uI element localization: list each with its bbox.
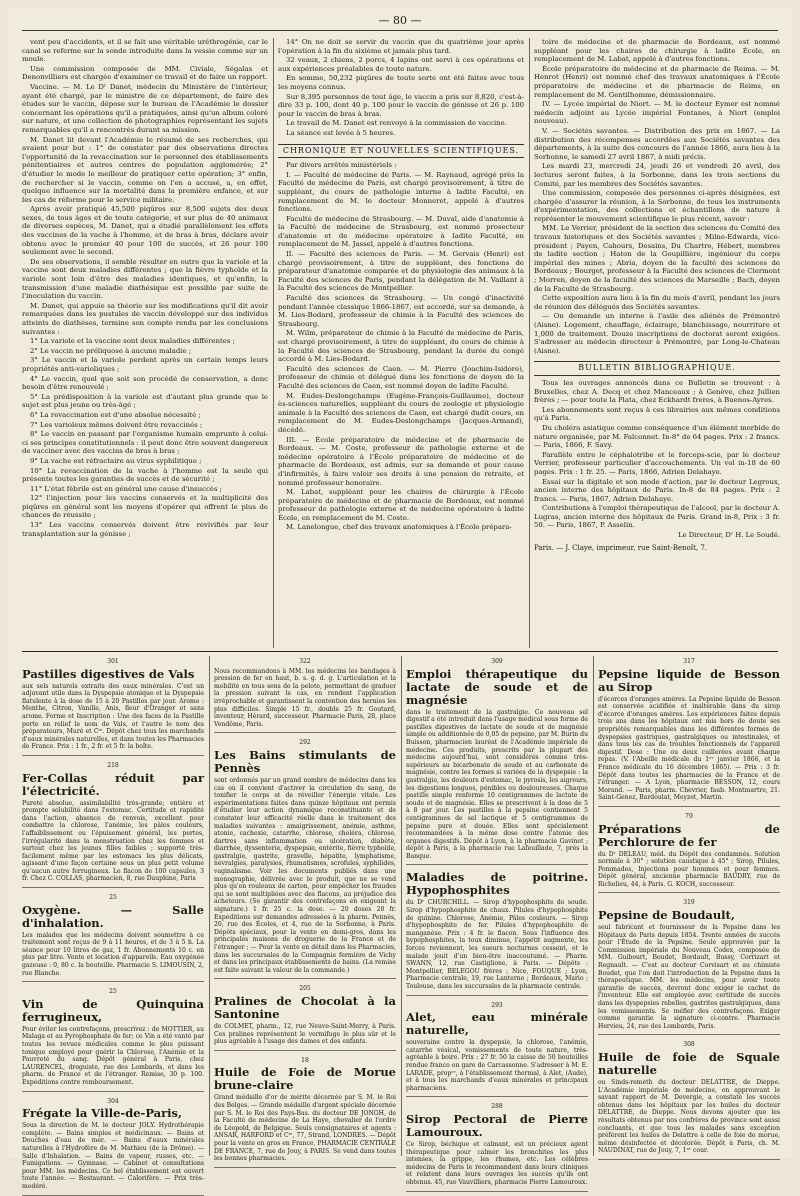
article-paragraph: 32 veaux, 2 chiens, 2 porcs, 4 lapins ont servi à ces opérations et aux expériences préalables de toute nature.	[278, 56, 524, 73]
bulletin-entry: Essai sur la digitale et son mode d'action, par le docteur Legroux, ancien interne des hôpitaux de Paris. In-8 de 84 pages. Prix : 2 francs. — Paris, 1867, Adrien Delahaye.	[534, 477, 780, 503]
advertisement	[22, 658, 204, 756]
chronique-paragraph: M. Wilm, préparateur de chimie à la Faculté de médecine de Paris, est chargé provisoirement, à titre de suppléant, du cours de chimie à la Faculté des sciences de Strasbourg, pendant la durée du congé accordé à M. Lies-Bodard.	[278, 329, 524, 364]
advertisement	[22, 1098, 204, 1196]
ad-title: Oxygène. — Salle d'inhalation.	[22, 902, 204, 930]
article-column-3	[534, 38, 780, 648]
article-paragraph: vent peu d'accidents, et il se fait une véritable uréthrogénie, car le canal se referme sur la sonde introduite dans la vessie comme sur un moule.	[22, 38, 268, 64]
bulletin-entry: Parallèle entre le céphalotribe et le forceps-scie, par le docteur Verrier, professeur particulier d'accouchements. Un vol in-18 de 60 pages. Prix : 1 fr. 25. — Paris, 1866, Adrien Delahaye.	[534, 450, 780, 476]
bulletin-entry: Du choléra asiatique comme conséquence d'un élément morbide de nature organisée, par M. Falconnet. In-8° de 64 pages. Prix : 2 francs. — Paris, 1866, F. Savy.	[534, 423, 780, 450]
article-paragraph: 3° Le vaccin et la variole perdent après un certain temps leurs propriétés anti-varioliques ;	[22, 356, 268, 373]
article-paragraph: 6° La revaccination est d'une absolue nécessité ;	[30, 410, 201, 419]
article-paragraph: toire de médecine et de pharmacie de Bordeaux, est nommé suppléant pour les chaires de chirurgie à ladite École, en remplacement de M. Labat, appelé à d'autres fonctions.	[534, 38, 780, 64]
article-paragraph: Cette exposition aura lieu à la fin du mois d'avril, pendant les jours de réunion des délégués des Sociétés savantes.	[534, 294, 780, 311]
ad-number: 309	[491, 658, 503, 665]
article-paragraph: 14° On ne doit se servir du vaccin que du quatrième jour après l'opération à la fin du sixième et jamais plus tard.	[278, 38, 524, 55]
chronique-paragraph: III. — École préparatoire de médecine et de pharmacie de Bordeaux. — M. Coste, professeur de pathologie externe et de médecine opératoire à l'École préparatoire de médecine et de pharmacie de Bordeaux, est admis, sur sa demande et pour cause d'infirmités, à faire valoir ses droits à une pension de retraite, et nommé professeur honoraire.	[278, 435, 524, 487]
advertisement	[214, 658, 396, 733]
article-paragraph: 10° La revaccination de la vache à l'homme est la seule qui présente toutes les garanties de succès et de sécurité ;	[22, 466, 268, 484]
advertisement	[214, 985, 396, 1050]
article-paragraph: De ses observations, il semble résulter en outre que la variole et la vaccine sont deux maladies différentes ; que la fièvre typhoïde et la variole sont loin d'être des maladies identiques, et qu'enfin, la transmission d'une maladie diathésique est possible par suite de l'inoculation du vaccin.	[22, 257, 268, 301]
ad-column-1	[22, 656, 204, 1190]
ad-number: 25	[109, 894, 117, 902]
ad-title: Alet, eau minérale naturelle,	[406, 1010, 588, 1038]
article-paragraph: Les mardi 23, mercredi 24, jeudi 26 et vendredi 26 avril, des lectures seront faites, à la Sorbonne, dans les trois sections du Comité, par les membres des Sociétés savantes.	[534, 162, 780, 188]
ad-title: Pepsine de Boudault,	[598, 908, 735, 923]
article-paragraph: M. Danet, qui appuie sa théorie sur les modifications qu'il dit avoir remarquées dans les pustules de vaccin développé sur des individus atteints de diathèses, termine son compte rendu par les conclusions suivantes :	[22, 301, 268, 336]
advertisement	[214, 1057, 396, 1168]
ad-number: 18	[301, 1056, 309, 1064]
article-paragraph: Une commission composée de MM. Civiale, Ségalas et Denonvilliers est chargée d'examiner ce travail et de faire un rapport.	[22, 64, 268, 82]
article-paragraph: Une commission, composée des personnes ci-après désignées, est chargée d'assurer la réunion, à la Sorbonne, de tous les instruments d'expérimentation, des collections et échantillons de nature à représenter le mouvement scientifique le plus récent, savoir :	[534, 189, 780, 223]
ad-number: 319	[683, 899, 695, 907]
ad-number: 218	[107, 761, 119, 769]
article-paragraph: 13° Les vaccins conservés doivent être revivifiés par leur transplantation sur la génisse ;	[22, 521, 268, 538]
article-paragraph: En somme, 50,232 piqûres de toute sorte ont été faites avec tous les moyens connus.	[278, 74, 524, 91]
ad-body: du Dʳ DELEAU, méd. du Dépôt des condamnés. Solution normale à 30° ; solution caustique à 45° ; Sirop, Pilules, Pommades, Injections pour hommes et pour femmes. Dépôt général, ancienne pharmacie BAUDRY, rue de Richelieu, 44, à Paris. G. KOCH, successeur.	[598, 850, 780, 888]
imprint-line: Paris. — J. Claye, imprimeur, rue Saint-Benoît, 7.	[534, 543, 708, 552]
bulletin-entry: Contributions à l'emploi thérapeutique de l'alcool, par le docteur A. Lugras, ancien interne des hôpitaux de Paris. Grand in-8, Prix : 3 fr. 50. — Paris, 1867, P. Asselin.	[534, 504, 780, 530]
advertisement	[598, 813, 780, 894]
column-divider	[529, 38, 530, 648]
article-paragraph: M. Danet lit devant l'Académie le résumé de ses recherches, qui avaient pour but : 1° de constater par des observations directes l'opportunité de la revaccination sur le personnel des établissements pénitentiaires et autres centres de population agglomérée; 2° d'étudier le mode le meilleur de pratiquer cette opération; 3° enfin, de rechercher si le vaccin, comme on l'en a accusé, a, en effet, quelque influence sur la mortalité dans la première enfance, et sur les cas de réforme pour le service militaire.	[22, 135, 268, 204]
article-column-2	[278, 38, 524, 648]
article-paragraph: 8° Le vaccin en passant par l'organisme humain emprunte à celui-ci ses principes constitutionnels : il peut donc être souvent dangereux de vacciner avec des vaccins de bras à bras ;	[22, 430, 268, 456]
advertisement	[406, 658, 588, 865]
chronique-paragraph: II. — Faculté des sciences de Paris. — M. Gervais (Henri) est chargé provisoirement, à titre de suppléant, des fonctions de préparateur d'anatomie comparée et de physiologie des animaux à la Faculté des sciences de Paris, pendant la délégation de M. Vaillant à la Faculté des sciences de Montpellier.	[278, 250, 524, 293]
ad-number: 304	[107, 1097, 119, 1105]
bulletin-entry: Les abonnements sont reçus à ces librairies aux mêmes conditions qu'à Paris.	[534, 405, 780, 423]
ad-column-4	[598, 656, 780, 1156]
ad-body: dans le traitement de la gastralgie. Ce nouveau sel digestif a été introduit dans l'usage médical sous forme de pastilles digestives de lactate de soude et de magnésie simple ou additionnée de 0,05 de pepsine, par M. Burin du Buisson, pharmacien lauréat de l'Académie impériale de médecine. Ces produits, prescrits par la plupart des médecins aujourd'hui, sont considérés comme très-supérieurs au bicarbonate de soude et au carbonate de magnésie, contre les formes si variées de la dyspepsie : la gastralgie, les douleurs d'estomac, le pyrosis, les aigreurs, les digestions longues, pénibles ou douloureuses. Chaque pastille simple renferme 10 centigrammes de lactate de soude et de magnésie. Elles se prescrivent à la dose de 5 à 8 par jour. Les pastilles à la pepsine contiennent 5 centigrammes de sel lactique et 5 centigrammes de pepsine pure et douée. Elles sont spécialement recommandées à la même dose contre l'atonie des organes digestifs. Dépôt à Lyon, à la pharmacie Gavinet ; dépôt à Paris, à la pharmacie rue Lafeuillade, 7, près la Banque.	[406, 708, 588, 860]
ad-number: 288	[491, 1103, 503, 1111]
ad-title: Huile de Foie de Morue brune-claire	[214, 1065, 396, 1093]
ad-title: Huile de foie de Squale naturelle	[598, 1049, 780, 1077]
advertisement	[214, 739, 396, 979]
journal-page	[8, 8, 792, 1190]
article-paragraph: Après avoir pratiqué 45,500 piqûres sur 8,500 sujets des deux sexes, de tous âges et de toute catégorie, et sur plus de 40 animaux de diverses espèces, M. Danet, qui a étudié parallèlement les effets des vaccines de la vache à l'homme, et de bras à bras, déclare avoir obtenu avec le premier 40 pour 100 de succès, et 26 pour 100 seulement avec le second.	[22, 205, 268, 257]
ad-body: Pureté absolue, assimilabilité très-grande; entière et prompte solubilité dans l'estomac. Certitude et rapidité dans l'action, absence de renvois, excellent pour combattre la chlorose, l'anémie, les pâles couleurs, l'affaiblissement ou l'épuisement général, les pertes, l'irrégularité dans la menstruation chez les femmes et surtout chez les jeunes filles faibles ; supporté très-facilement même par les estomacs les plus délicats, agissant d'une façon certaine sous un plus petit volume qu'aucun autre ferrugineux. Le flacon de 100 capsules, 3 fr. Chez C. COLLAS, pharmacien, 8, rue Dauphine, Paris	[22, 799, 204, 883]
advertisement	[406, 1103, 588, 1191]
ad-body: du Dʳ CHURCHILL. — Sirop d'hypophosphite de soude. Sirop d'hypophosphite de chaux. Pilules d'hypophosphite de quinine. Chlorose, Anémie, Pâles couleurs. — Sirop d'hypophosphite de fer. Pilules d'hypophosphite de manganèse. Prix : 4 fr. le flacon. Sous l'influence des hypophosphites, la toux diminue, l'appétit augmente, les forces reviennent, les sueurs nocturnes cessent, et le malade jouit d'un bien-être inaccoutumé. — Pharm. SWANN, 12, rue Castiglione, à Paris. — Dépôts : Montpellier, BELEGOU frères ; Nice, FOUQUE ; Lyon, Pharmacie centrale, 19, rue Lanterne ; Bordeaux, Mario ; Toulouse, dans les succursales de la pharmacie centrale.	[406, 899, 588, 990]
advertisement	[22, 894, 204, 982]
ad-title: Préparations de Perchlorure de fer	[598, 821, 780, 849]
ad-body: souveraine contre la dyspepsie, la chlorose, l'anémie, catarrhe vésical, vomissements de toute nature, très-agréable à boire. Prix : 27 fr. 50 la caisse de 50 bouteilles rendue franco en gare de Carcassonne. S'adresser à M. E. LARADE, propʳᵉ, à l'établissement thermal, à Alet, (Aude), et à tous les marchands d'eaux minérales et principaux pharmaciens.	[406, 1039, 588, 1092]
chronique-paragraph: M. Labat, suppléant pour les chaires de chirurgie à l'École préparatoire de médecine et de pharmacie de Bordeaux, est nommé professeur de pathologie externe et de médecine opératoire à ladite École, en remplacement de M. Coste.	[278, 488, 524, 522]
chronique-paragraph: Par divers arrêtés ministériels :	[286, 161, 397, 170]
directeur-signature: Le Directeur, Dʳ H. Le Soudé.	[678, 531, 780, 540]
article-paragraph: Vaccine. — M. Le Dʳ Danet, médecin du Ministère de l'intérieur, ayant été chargé, par le ministre de ce département, de faire des études sur le vaccin, dépose sur le bureau de l'Académie le dossier concernant les opérations qu'il a pratiquées, ainsi qu'un album coloré sur nature, et une collection de photographies représentant les sujets remarquables qu'il a rencontrés durant sa mission.	[22, 82, 268, 134]
article-paragraph: Sur 8,395 personnes de tout âge, le vaccin a pris sur 8,820, c'est-à-dire 33 p. 100, dont 40 p. 100 pour le vaccin de génisse et 26 p. 100 pour le vaccin de bras à bras.	[278, 92, 524, 118]
advertisement-rule	[22, 651, 778, 652]
article-paragraph: 4° Le vaccin, quel que soit son procédé de conservation, a donc besoin d'être renouvelé ;	[22, 374, 268, 392]
article-paragraph: V. — Sociétés savantes. — Distribution des prix en 1867. — La distribution des récompenses accordées aux Sociétés savantes des départements, à la suite des concours de l'année 1866, aura lieu à la Sorbonne, le samedi 27 avril 1867, à midi précis.	[534, 126, 780, 161]
ad-body: Les malades que les médecins doivent soumettre à ce traitement sont reçus de 9 à 11 heures, et de 3 à 5 h. La séance pour 10 litres de gaz, 1 fr. Abonnements 10 c. en plus par litre. Vente et location d'appareils. Eau oxygénée gazeuse : 0, 80 c. la bouteille. Pharmacie S. LIMOUSIN, 2, rue Blanche.	[22, 931, 204, 977]
advertisement	[598, 1041, 780, 1160]
chronique-paragraph: M. Eudes-Deslongchamps (Eugène-François-Guillaume), docteur ès-sciences naturelles, suppléant du cours de zoologie et physiologie animale à la Faculté des sciences de Caen, est chargé dudit cours, en remplacement de M. Eudes-Deslongchamps (Jacques-Armand), décédé.	[278, 391, 524, 434]
article-paragraph: La séance est levée à 5 heures.	[286, 128, 396, 137]
ad-title: Frégate la Ville-de-Paris,	[22, 1106, 183, 1121]
article-paragraph: IV. — Lycée impérial de Niort. — M. le docteur Eymer est nommé médecin adjoint au Lycée impérial Fontanes, à Niort (emploi nouveau).	[534, 100, 780, 126]
ad-title: Emploi thérapeutique du lactate de soude et de magnésie	[406, 666, 588, 707]
ad-number: 293	[491, 1001, 503, 1009]
ad-body: sont ordonnés par un grand nombre de médecins dans les cas où il convient d'activer la circulation du sang, de tonifier le corps et de réveiller l'énergie vitale. Les expérimentations faites dans quinze hôpitaux ont permis d'étudier leur action dynamique reconstituante et de constater leur efficacité réelle dans le traitement des maladies suivantes : amaigrissement, anémie, asthme, atonie, cachexie, catarrhe, chlorose, choléra, chlorose, dartres sans inflammation ou ulcération, diabète, diarrhée, dyssenterie, dyspepsie, entérite, fièvre typhoïde, gastralgie, gastrite, gravelle, hépatite, lymphatisme, névralgies, paralysies, rhumatismes, scrofules, syphilides, vaginalisme. Voir les documents publiés dans une monographie, délivrée avec le produit, que ne se vend plus qu'en rouleaux de carton, pour empêcher les fraudes qui se sont multipliées avec des flacons, au préjudice des acheteurs. (Se garantir des contrefaçons en exigeant la signature.) 1 fr. 25 c. la dose. — 20 doses 20 fr. Expéditions sur demandes adressées à la pharm. Pennès, 20, rue des Écoles, et 4, rue de la Sorbonne, à Paris. Dépôts spéciaux, pour la vente en demi-gros, dans les principales maisons de droguerie de la France et de l'étranger ; — Pour la vente en détail dans les Pharmacies, dans les succursales de la Compagnie fermière de Vichy et dans les principaux établissements de bains. (La remise est faite suivant la valeur de la commande.)	[214, 776, 396, 974]
ad-title: Pralines de Chocolat à la Santonine	[214, 993, 396, 1021]
ad-divider	[401, 656, 402, 1156]
ad-number: 292	[299, 739, 311, 747]
article-paragraph: 9° La vache est réfractaire au virus syphilitique ;	[30, 456, 202, 465]
ad-body: Ce Sirop, béchique et calmant, est un précieux agent thérapeutique pour calmer les bronchites les plus intenses, la grippe, les rhumes, etc. Les célèbres médecins de Paris le recommandent dans leurs cliniques et relatent dans leurs ouvrages les succès qu'ils ont obtenus. 45, rue Vauvilliers, pharmacie Pierre Lamouroux.	[406, 1140, 588, 1186]
advertisement	[406, 1002, 588, 1098]
ad-title: Les Bains stimulants de Pennès	[214, 747, 396, 775]
article-paragraph: 2° Le vaccin ne préliquose à aucune maladie ;	[30, 346, 192, 355]
ad-number: 79	[685, 812, 693, 820]
advertisement	[22, 988, 204, 1091]
chronique-paragraph: Faculté de médecine de Strasbourg. — M. Duval, aide d'anatomie à la Faculté de médecine de Strasbourg, est nommé prosecteur d'anatomie et de médecine opératoire à ladite Faculté, en remplacement de M. Jassel, appelé à d'autres fonctions.	[278, 214, 524, 249]
advertisement	[598, 658, 780, 807]
ad-body: Pour éviter les contrefaçons, prescrivez : de MOTTIER, au Malaga et au Pyrophosphate de fer; ce Vin a été vanté par toutes les revues médicales comme le plus puissant tonique employé pour guérir la Chlorose, l'Anémie et la Pauvreté du sang. Dépôt général à Paris, chez LAURENCEL, droguiste, rue des Lombards, et dans les pharm. de France et de l'étranger. Remise, 30 p. 100. Expéditions contre remboursement.	[22, 1025, 204, 1086]
ad-title: Maladies de poitrine. Hypophosphites	[406, 870, 588, 898]
ad-title: Fer-Collas réduit par l'électricité.	[22, 770, 204, 798]
ad-number: 301	[107, 658, 119, 665]
ad-column-3	[406, 656, 588, 1186]
ad-title: Vin de Quinquina ferrugineux,	[22, 996, 204, 1024]
column-divider	[273, 38, 274, 648]
ad-divider	[209, 656, 210, 1156]
ad-number: 205	[299, 985, 311, 993]
ad-body: de COLMET, pharm., 12, rue Neuve-Saint-Merry, à Paris. Ces pralines représentent le vermifuge le plus sûr et le plus agréable à l'usage des dames et des enfants.	[214, 1022, 396, 1046]
ad-title: Pepsine liquide de Besson au Sirop	[598, 666, 780, 694]
ad-number: 25	[109, 988, 117, 996]
ad-body: Nous recommandons à MM. les médecins les bandages à pression de fer en haut, b. s. g. d. g. L'articulation et la mobilité en tous sens de la pelote, permettant de graduer la pression suivant le cas, en rendent l'application irréprochable et garantissent la contention des hernies les plus difficiles. Simple 15 fr., double 25 fr. Goutard, inventeur, Hérard, successeur. Pharmacie Paris, 28, place Vendôme, Paris.	[214, 667, 396, 728]
article-paragraph: MM. Le Verrier, président de la section des sciences du Comité des travaux historiques et des Sociétés savantes ; Milne-Edwards, vice-président ; Payen, Cahours, Desains, Du Chartre, Hébert, membres de ladite section ; Haton de la Goupillière, ingénieur du corps impérial des mines ; Abria, doyen de la faculté des sciences de Bordeaux ; Bourget, professeur à la Faculté des sciences de Clermont ; Morren, doyen de la faculté des sciences de Marseille ; Bach, doyen de la Faculté de Strasbourg.	[534, 224, 780, 293]
ad-column-2	[214, 656, 396, 1163]
bulletin-entry: Tous les ouvrages annoncés dans ce Bulletin se trouvent : à Bruxelles, chez A. Decq et chez Manceaux ; à Genève, chez Jullien frères ; — pour toute la Plata, chez Eckhardt freres, à Buenos-Ayres.	[534, 378, 780, 405]
ad-body: ou Sinds-remeth du docteur DELATTRE, de Dieppe. L'Académie impériale de médecine, en approuvant le savant rapport de M. Devergie, a constaté les succès obtenus dans les hôpitaux par les huiles du docteur DELATTRE, de Dieppe. Nous devons ajouter que les résultats obtenus par nos confrères de province sont aussi concluants, et que tous les malades sans exception préfèrent les huiles de Delattre à celle de foie de morue, même désinfectée et décolorée. Dépôt à Paris, ch. M. NAUDINAT, rue de Jouy, 7, 1ᵉʳ cour.	[598, 1078, 780, 1155]
ad-divider	[593, 656, 594, 1156]
chronique-paragraph: Faculté des sciences de Caen. — M. Pierre (Joachim-Isidore), professeur de chimie et délégué dans les fonctions de doyen de la Faculté des sciences de Caen, est nommé doyen de ladite Faculté.	[278, 364, 524, 390]
advertisement	[598, 899, 780, 1035]
ad-title: Pastilles digestives de Vals	[22, 666, 195, 681]
page-number: — 80 —	[378, 14, 422, 27]
advertisement	[22, 762, 204, 888]
article-paragraph: 7° Les varioleux mêmes doivent être revaccinés ;	[30, 420, 203, 429]
ad-number: 317	[683, 658, 695, 665]
ad-body: Sous la direction de M. le docteur JOLY. Hydrothérapie complète. — Bains simples et médicinaux. — Bains et Douches d'eau de mer. — Bains d'eaux minérales naturelles à l'Hydrofère de M. Mathieu (de la Drôme). — Salle d'Inhalation. — Bains de vapeur, russes, etc. — Fumigations. — Gymnase. — Cabinet et consultations pour MM. les médecins. Ce bel établissement est ouvert toute l'année. — Restaurant. — Calorifère. — Prix très-modéré.	[22, 1122, 204, 1190]
ad-number: 322	[299, 658, 311, 665]
article-paragraph: École préparatoire de médecine et de pharmacie de Reims. — M. Henrot (Henri) est nommé chef des travaux anatomiques à l'École préparatoire de médecine et de pharmacie de Reims, en remplacement de M. Gentilhomme, démissionnaire.	[534, 64, 780, 99]
article-paragraph: 12° l'injection pour les vaccins conservés et la multiplicité des piqûres en général sont les moyens d'opérer qui offrent le plus de chances de réussite ;	[22, 494, 268, 520]
article-paragraph: — On demande un interne à l'asile des aliénés de Prémontré (Aisne). Logement, chauffage, éclairage, blanchissage, nourriture et 1,000 de traitement. Douze inscriptions de doctorat seront exigées. S'adresser au médecin directeur à Prémontré, par Long-le-Chateau (Aisne).	[534, 312, 780, 355]
ad-number: 308	[683, 1041, 695, 1049]
article-paragraph: 11° L'état fébrile est en général une cause d'insuccès ;	[30, 484, 222, 493]
ad-title: Sirop Pectoral de Pierre Lamouroux.	[406, 1111, 588, 1139]
article-paragraph: 5° La prédisposition à la variole est d'autant plus grande que le sujet est plus jeune ou très-âgé ;	[22, 392, 268, 410]
ad-body: aux sels naturels extraits des eaux minérales. C'est un adjuvant utile dans la Dyspepsie atonique et la Dyspepsie flatulente à la dose de 15 à 20 Pastilles par jour. Arome : Menthe, Citron, Vanille, Anis, fleur d'Oranger et sans arome. Forme et Inscription : Une des faces de la Pastille porte en relief le nom de Vals, et l'autre le nom des préparateurs, Muré et Cᶦᵉ. Dépôt chez tous les marchands d'eaux minérales naturelles, et dans toutes les Pharmacies de France. Prix : 1 fr., 2 fr. et 5 fr. la boîte.	[22, 682, 204, 751]
chronique-heading: CHRONIQUE ET NOUVELLES SCIENTIFIQUES.	[278, 144, 524, 159]
ad-body: d'écorces d'oranges amères. La Pepsine liquide de Besson est conservée acidifiée et inaltérable dans du sirop d'écorce d'oranges amères. Les expériences faites depuis trois ans dans les hôpitaux ont mis hors de doute ses propriétés remarquables dans les différentes formes de dyspepsies gastriques, gastralgiques ou intestinales, et dans tous les cas de troubles fonctionnels de l'appareil digestif. Dose : Une ou deux cuillerées avant chaque repas. (V. l'Abeille médicale du 1ᵉʳ janvier 1866, et la France médicale du 16 décembre 1865). — Prix : 3 fr. Dépôt dans toutes les pharmacies de la France et de l'étranger. — A Lyon, pharmacie BESSON, 12, cours Morand. — Paris, pharm. Chevrier, faub. Montmartre, 21. Saint-Genez, Bardoulat, Meyzet, Martin.	[598, 695, 780, 802]
article-paragraph: Le travail de M. Danet est renvoyé à la commission de vaccine.	[286, 119, 507, 128]
advertisement	[406, 871, 588, 995]
ad-body: Grand médaille d'or de mérite décernée par S. M. le Roi des Belges. — Grande médaille d'argent spéciale décernée par S. M. le Roi des Pays-Bas. du docteur DE JONGH, de la Faculté de médecine de La Haye, chevalier de l'ordre de Léopold, de Belgique. Seuls consignataires et agents : ANSAR, HARFORD et Cᶦᵉ, 77, Strand, LONDRES. — Dépôt pour la vente en gros en France, PHARMACIE CENTRALE DE FRANCE, 7, rue de Jouy, à PARIS. Se vend dans toutes les bonnes pharmacies.	[214, 1094, 396, 1163]
ad-body: seul fabricant et fournisseur de la Pepsine dans les Hôpitaux de Paris depuis 1854. Trente années de succès pour l'Étude de la Pepsine. Seule approuvée par la Commission impériale du Nouveau Codex, composée de MM. Guibourt, Boudet, Bordault, Bussy, Corrizart et Regnault. — C'est au docteur Corvisart et au chimiste Boudet, que l'on doit l'introduction de la Pepsine dans la thérapeutique. MM. les médecins, pour avoir toute garantie de succès, devront donc exiger le cachet de l'inventeur. Elle est employée avec certitude de succès dans les dyspepsies rebelles, gastrites gastralgiques, dans les vomissements. Se méfier des contrefaçons. Exiger comme garantie la signature ci-contre. Pharmacie Hervieu, 24, rue des Lombards, Paris.	[598, 924, 780, 1030]
header-rule	[22, 30, 778, 31]
bulletin-heading: BULLETIN BIBLIOGRAPHIQUE.	[534, 361, 780, 376]
chronique-paragraph: Faculté des sciences de Strasbourg. — Un congé d'inactivité pendant l'année classique 1866-1867, est accordé, sur sa demande, à M. Lies-Bodard, professeur de chimie à la Faculté des sciences de Strasbourg.	[278, 294, 524, 328]
chronique-paragraph: I. — Faculté de médecine de Paris. — M. Raynaud, agrégé près la Faculté de médecine de Paris, est chargé provisoirement, à titre de suppléant, du cours de pathologie interne à ladite Faculté, en remplacement de M. le docteur Monneret, appelé à d'autres fonctions.	[278, 170, 524, 214]
article-column-1	[22, 38, 268, 648]
chronique-paragraph: M. Lanelongue, chef des travaux anatomiques à l'École prépara-	[286, 523, 512, 532]
article-paragraph: 1° La variole et la vaccine sont deux maladies différentes ;	[30, 337, 235, 346]
